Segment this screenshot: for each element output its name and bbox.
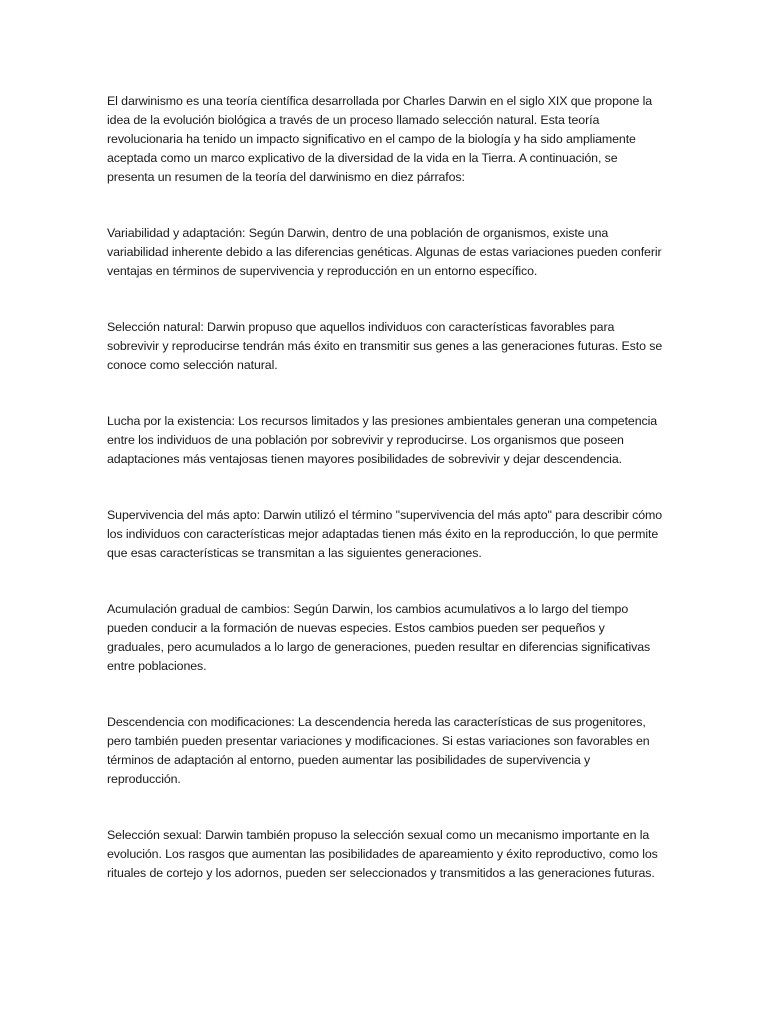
paragraph-supervivencia: Supervivencia del más apto: Darwin utilizó el término "supervivencia del más apto" para describir cómo los individuos con características mejor adaptadas tienen más éxito en la reproducción, lo que permite que esas características se transmitan a las siguientes generaciones.: [107, 508, 663, 560]
paragraph-descendencia: Descendencia con modificaciones: La descendencia hereda las características de sus progenitores, pero también pueden presentar variaciones y modificaciones. Si estas variaciones son favorables en términos de adaptación al entorno, pueden aumentar las posibilidades de supervivencia y reproducción.: [107, 715, 650, 786]
paragraph-acumulacion: Acumulación gradual de cambios: Según Darwin, los cambios acumulativos a lo largo del tiempo pueden conducir a la formación de nuevas especies. Estos cambios pueden ser pequeños y graduales, pero acumulados a lo largo de generaciones, pueden resultar en diferencias significativas entre poblaciones.: [107, 602, 651, 673]
paragraph-lucha-existencia: Lucha por la existencia: Los recursos limitados y las presiones ambientales generan una competencia entre los individuos de una población por sobrevivir y reproducirse. Los organismos que poseen adaptaciones más ventajosas tienen mayores posibilidades de sobrevivir y dejar descendencia.: [107, 414, 658, 466]
paragraph-variabilidad: Variabilidad y adaptación: Según Darwin, dentro de una población de organismos, existe una variabilidad inherente debido a las diferencias genéticas. Algunas de estas variaciones pueden conferir ventajas en términos de supervivencia y reproducción en un entorno específico.: [107, 226, 662, 278]
paragraph-seleccion-sexual: Selección sexual: Darwin también propuso la selección sexual como un mecanismo importante en la evolución. Los rasgos que aumentan las posibilidades de apareamiento y éxito reproductivo, como los rituales de cortejo y los adornos, pueden ser seleccionados y transmitidos a las generaciones futuras.: [107, 828, 658, 880]
paragraph-seleccion-natural: Selección natural: Darwin propuso que aquellos individuos con características favorables para sobrevivir y reproducirse tendrán más éxito en transmitir sus genes a las generaciones futuras. Esto se conoce como selección natural.: [107, 320, 663, 372]
paragraph-intro: El darwinismo es una teoría científica desarrollada por Charles Darwin en el siglo XIX que propone la idea de la evolución biológica a través de un proceso llamado selección natural. Esta teoría revolucionaria ha tenido un impacto significativo en el campo de la biología y ha sido ampliamente aceptada como un marco explicativo de la diversidad de la vida en la Tierra. A continuación, se presenta un resumen de la teoría del darwinismo en diez párrafos:: [107, 94, 653, 184]
document-body: [107, 92, 663, 883]
